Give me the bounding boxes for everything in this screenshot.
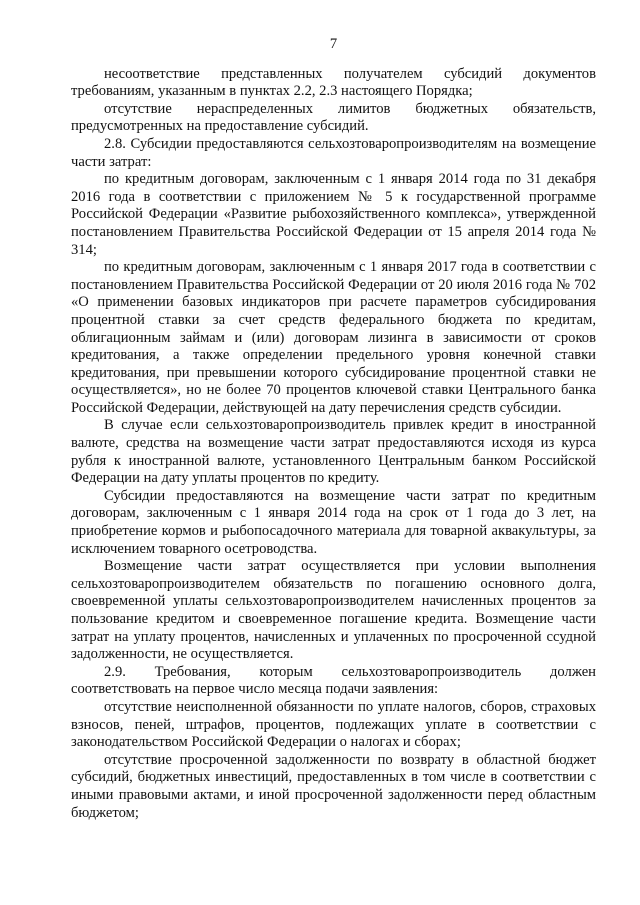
paragraph: по кредитным договорам, заключенным с 1 января 2017 года в соответствии с постановлением Правительства Российской Федерации от 20 июля 2016 года № 702 «О применении базовых индикаторов при расчете параметров субсидирования процентной ставки за счет средств федерального бюджета по кредитам, облигационным займам и (или) договорам лизинга в зависимости от сроков кредитования, а также определении предельного уровня конечной ставки кредитования, при превышении которого субсидирование процентной ставки не осуществляется», но не более 70 процентов ключевой ставки Центрального банка Российской Федерации, действующей на дату перечисления средств субсидии. [71,259,596,416]
paragraph: отсутствие неисполненной обязанности по уплате налогов, сборов, страховых взносов, пеней, штрафов, процентов, подлежащих уплате в соответствии с законодательством Российской Федерации о налогах и сборах; [71,698,596,751]
paragraph: 2.9. Требования, которым сельхозтоваропроизводитель должен соответствовать на первое число месяца подачи заявления: [71,663,596,698]
paragraph: по кредитным договорам, заключенным с 1 января 2014 года по 31 декабря 2016 года в соответствии с приложением № 5 к государственной программе Российской Федерации «Развитие рыбохозяйственного комплекса», утвержденной постановлением Правительства Российской Федерации от 15 апреля 2014 года № 314; [71,171,596,258]
paragraph: В случае если сельхозтоваропроизводитель привлек кредит в иностранной валюте, средства на возмещение части затрат предоставляются исходя из курса рубля к иностранной валюте, установленного Центральным банком Российской Федерации на дату уплаты процентов по кредиту. [71,417,596,487]
paragraph: Возмещение части затрат осуществляется при условии выполнения сельхозтоваропроизводителем обязательств по погашению основного долга, своевременной уплаты сельхозтоваропроизводителем начисленных процентов за пользование кредитом и своевременное погашение кредита. Возмещение части затрат на уплату процентов, начисленных и уплаченных по просроченной ссудной задолженности, не осуществляется. [71,558,596,663]
page-number: 7 [329,36,338,52]
paragraph: отсутствие нераспределенных лимитов бюджетных обязательств, предусмотренных на предоставление субсидий. [71,100,596,135]
paragraph: Субсидии предоставляются на возмещение части затрат по кредитным договорам, заключенным с 1 января 2014 года на срок от 1 года до 3 лет, на приобретение кормов и рыбопосадочного материала для товарной аквакультуры, за исключением товарного осетроводства. [71,487,596,557]
paragraph: отсутствие просроченной задолженности по возврату в областной бюджет субсидий, бюджетных инвестиций, предоставленных в том числе в соответствии с иными правовыми актами, и иной просроченной задолженности перед областным бюджетом; [71,751,596,821]
paragraph: 2.8. Субсидии предоставляются сельхозтоваропроизводителям на возмещение части затрат: [71,135,596,170]
paragraph: несоответствие представленных получателем субсидий документов требованиям, указанным в пунктах 2.2, 2.3 настоящего Порядка; [71,65,596,100]
